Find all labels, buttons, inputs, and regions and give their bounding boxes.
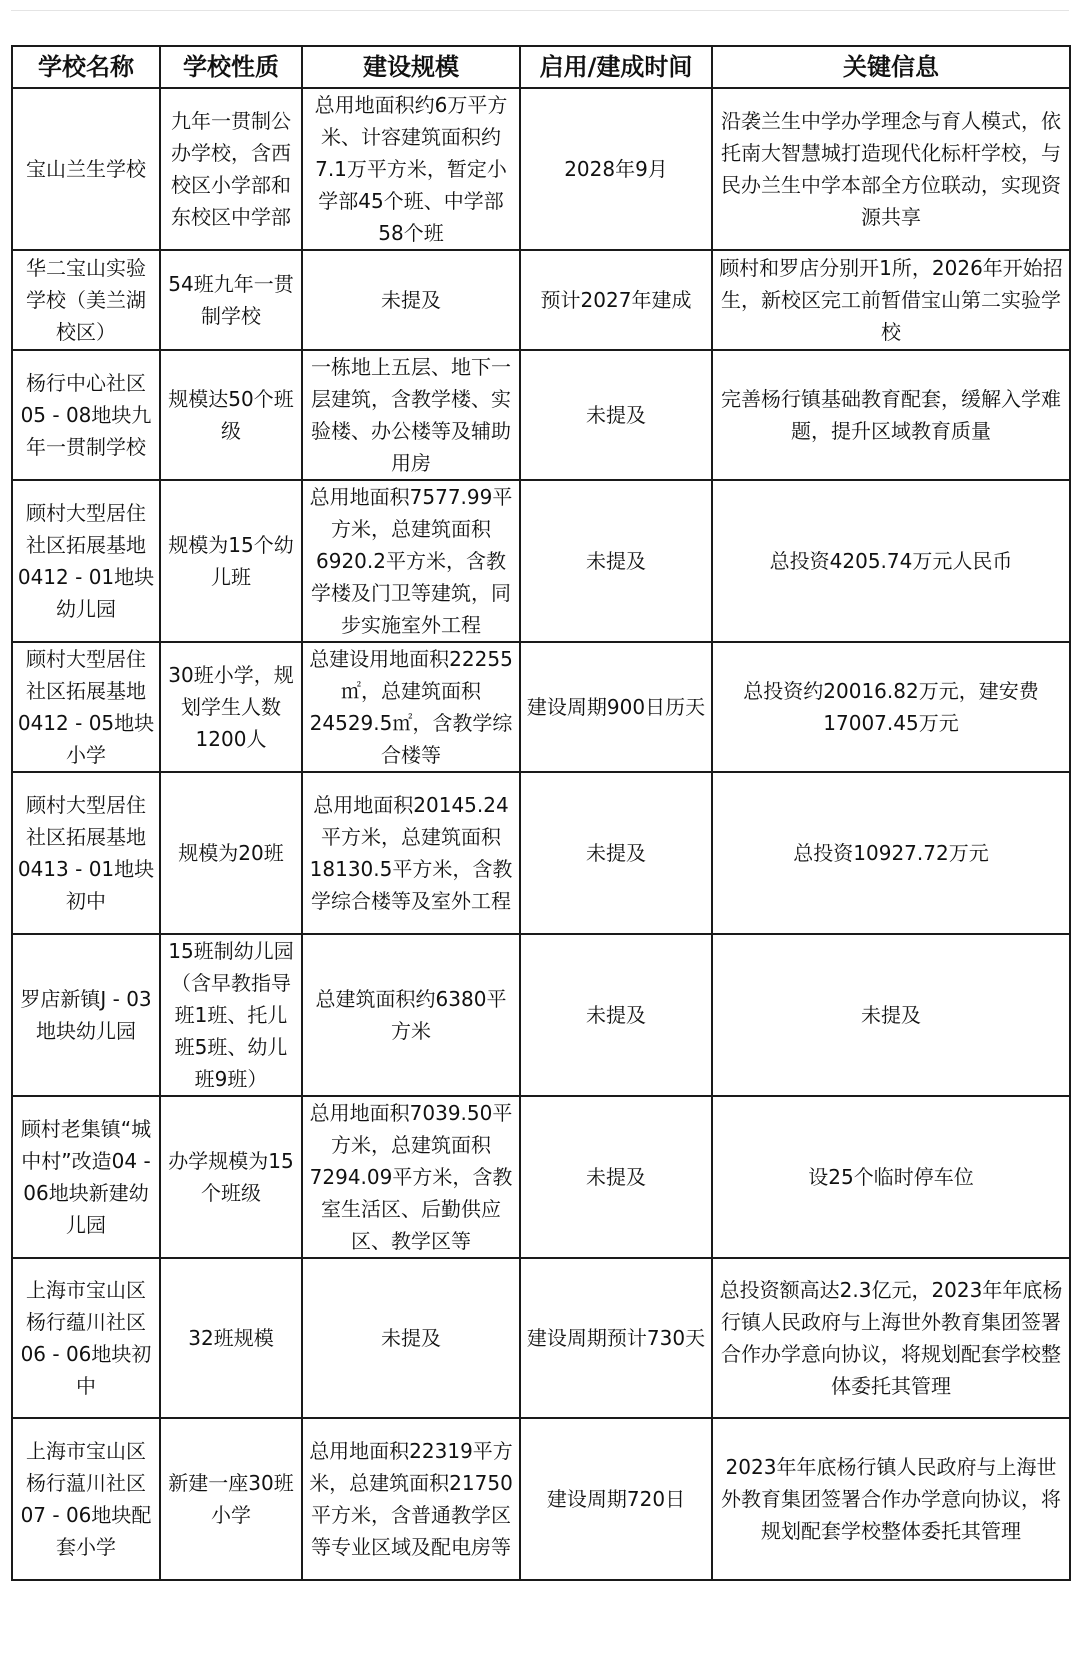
cell-school-nature: 九年一贯制公办学校，含西校区小学部和东校区中学部 <box>160 88 302 250</box>
cell-construction-scale: 总用地面积20145.24平方米，总建筑面积18130.5平方米，含教学综合楼等及室外工程 <box>302 772 520 934</box>
cell-key-info: 沿袭兰生中学办学理念与育人模式，依托南大智慧城打造现代化标杆学校，与民办兰生中学本部全方位联动，实现资源共享 <box>712 88 1070 250</box>
cell-key-info: 2023年年底杨行镇人民政府与上海世外教育集团签署合作办学意向协议，将规划配套学校整体委托其管理 <box>712 1418 1070 1580</box>
table-row <box>12 350 1070 480</box>
cell-key-info: 总投资约20016.82万元，建安费17007.45万元 <box>712 642 1070 772</box>
table-row <box>12 480 1070 642</box>
cell-school-name: 杨行中心社区05 - 08地块九年一贯制学校 <box>12 350 160 480</box>
cell-school-name: 上海市宝山区杨行蕰川社区07 - 06地块配套小学 <box>12 1418 160 1580</box>
cell-school-nature: 32班规模 <box>160 1258 302 1418</box>
cell-key-info: 设25个临时停车位 <box>712 1096 1070 1258</box>
cell-school-nature: 15班制幼儿园（含早教指导班1班、托儿班5班、幼儿班9班） <box>160 934 302 1096</box>
cell-school-nature: 规模为20班 <box>160 772 302 934</box>
cell-construction-scale: 未提及 <box>302 250 520 350</box>
cell-construction-scale: 总用地面积7039.50平方米，总建筑面积7294.09平方米，含教室生活区、后勤供应区、教学区等 <box>302 1096 520 1258</box>
cell-key-info: 总投资4205.74万元人民币 <box>712 480 1070 642</box>
cell-construction-scale: 总用地面积7577.99平方米，总建筑面积6920.2平方米，含教学楼及门卫等建筑，同步实施室外工程 <box>302 480 520 642</box>
cell-school-nature: 新建一座30班小学 <box>160 1418 302 1580</box>
cell-open-time: 建设周期900日历天 <box>520 642 712 772</box>
cell-school-name: 顾村大型居住社区拓展基地0412 - 05地块小学 <box>12 642 160 772</box>
cell-school-name: 顾村大型居住社区拓展基地0413 - 01地块初中 <box>12 772 160 934</box>
cell-construction-scale: 一栋地上五层、地下一层建筑，含教学楼、实验楼、办公楼等及辅助用房 <box>302 350 520 480</box>
table-row <box>12 1418 1070 1580</box>
cell-key-info: 顾村和罗店分别开1所，2026年开始招生，新校区完工前暂借宝山第二实验学校 <box>712 250 1070 350</box>
cell-open-time: 未提及 <box>520 480 712 642</box>
cell-open-time: 未提及 <box>520 1096 712 1258</box>
cell-construction-scale: 总用地面积约6万平方米、计容建筑面积约7.1万平方米，暂定小学部45个班、中学部58个班 <box>302 88 520 250</box>
cell-school-nature: 规模为15个幼儿班 <box>160 480 302 642</box>
cell-open-time: 未提及 <box>520 934 712 1096</box>
header-school-name: 学校名称 <box>12 46 160 88</box>
cell-school-name: 上海市宝山区杨行蕴川社区06 - 06地块初中 <box>12 1258 160 1418</box>
table-row <box>12 772 1070 934</box>
cell-open-time: 建设周期预计730天 <box>520 1258 712 1418</box>
cell-open-time: 2028年9月 <box>520 88 712 250</box>
table-row <box>12 1258 1070 1418</box>
cell-construction-scale: 总建筑面积约6380平方米 <box>302 934 520 1096</box>
cell-open-time: 预计2027年建成 <box>520 250 712 350</box>
cell-school-nature: 办学规模为15个班级 <box>160 1096 302 1258</box>
cell-school-nature: 30班小学，规划学生人数1200人 <box>160 642 302 772</box>
top-divider <box>11 10 1069 11</box>
cell-school-name: 顾村老集镇“城中村”改造04 - 06地块新建幼儿园 <box>12 1096 160 1258</box>
table-row <box>12 642 1070 772</box>
cell-school-nature: 规模达50个班级 <box>160 350 302 480</box>
cell-open-time: 未提及 <box>520 350 712 480</box>
cell-construction-scale: 未提及 <box>302 1258 520 1418</box>
table-row <box>12 88 1070 250</box>
cell-construction-scale: 总建设用地面积22255㎡，总建筑面积24529.5㎡，含教学综合楼等 <box>302 642 520 772</box>
header-open-time: 启用/建成时间 <box>520 46 712 88</box>
cell-key-info: 未提及 <box>712 934 1070 1096</box>
cell-school-name: 顾村大型居住社区拓展基地0412 - 01地块幼儿园 <box>12 480 160 642</box>
table-row <box>12 250 1070 350</box>
school-table <box>11 45 1071 1581</box>
cell-school-name: 宝山兰生学校 <box>12 88 160 250</box>
cell-school-nature: 54班九年一贯制学校 <box>160 250 302 350</box>
header-school-nature: 学校性质 <box>160 46 302 88</box>
cell-key-info: 总投资额高达2.3亿元，2023年年底杨行镇人民政府与上海世外教育集团签署合作办学意向协议，将规划配套学校整体委托其管理 <box>712 1258 1070 1418</box>
cell-key-info: 总投资10927.72万元 <box>712 772 1070 934</box>
cell-school-name: 罗店新镇J - 03地块幼儿园 <box>12 934 160 1096</box>
cell-open-time: 建设周期720日 <box>520 1418 712 1580</box>
table-row <box>12 934 1070 1096</box>
cell-school-name: 华二宝山实验学校（美兰湖校区） <box>12 250 160 350</box>
header-row <box>12 46 1070 88</box>
header-key-info: 关键信息 <box>712 46 1070 88</box>
cell-construction-scale: 总用地面积22319平方米，总建筑面积21750平方米，含普通教学区等专业区域及配电房等 <box>302 1418 520 1580</box>
table-row <box>12 1096 1070 1258</box>
cell-open-time: 未提及 <box>520 772 712 934</box>
cell-key-info: 完善杨行镇基础教育配套，缓解入学难题，提升区域教育质量 <box>712 350 1070 480</box>
header-construction-scale: 建设规模 <box>302 46 520 88</box>
